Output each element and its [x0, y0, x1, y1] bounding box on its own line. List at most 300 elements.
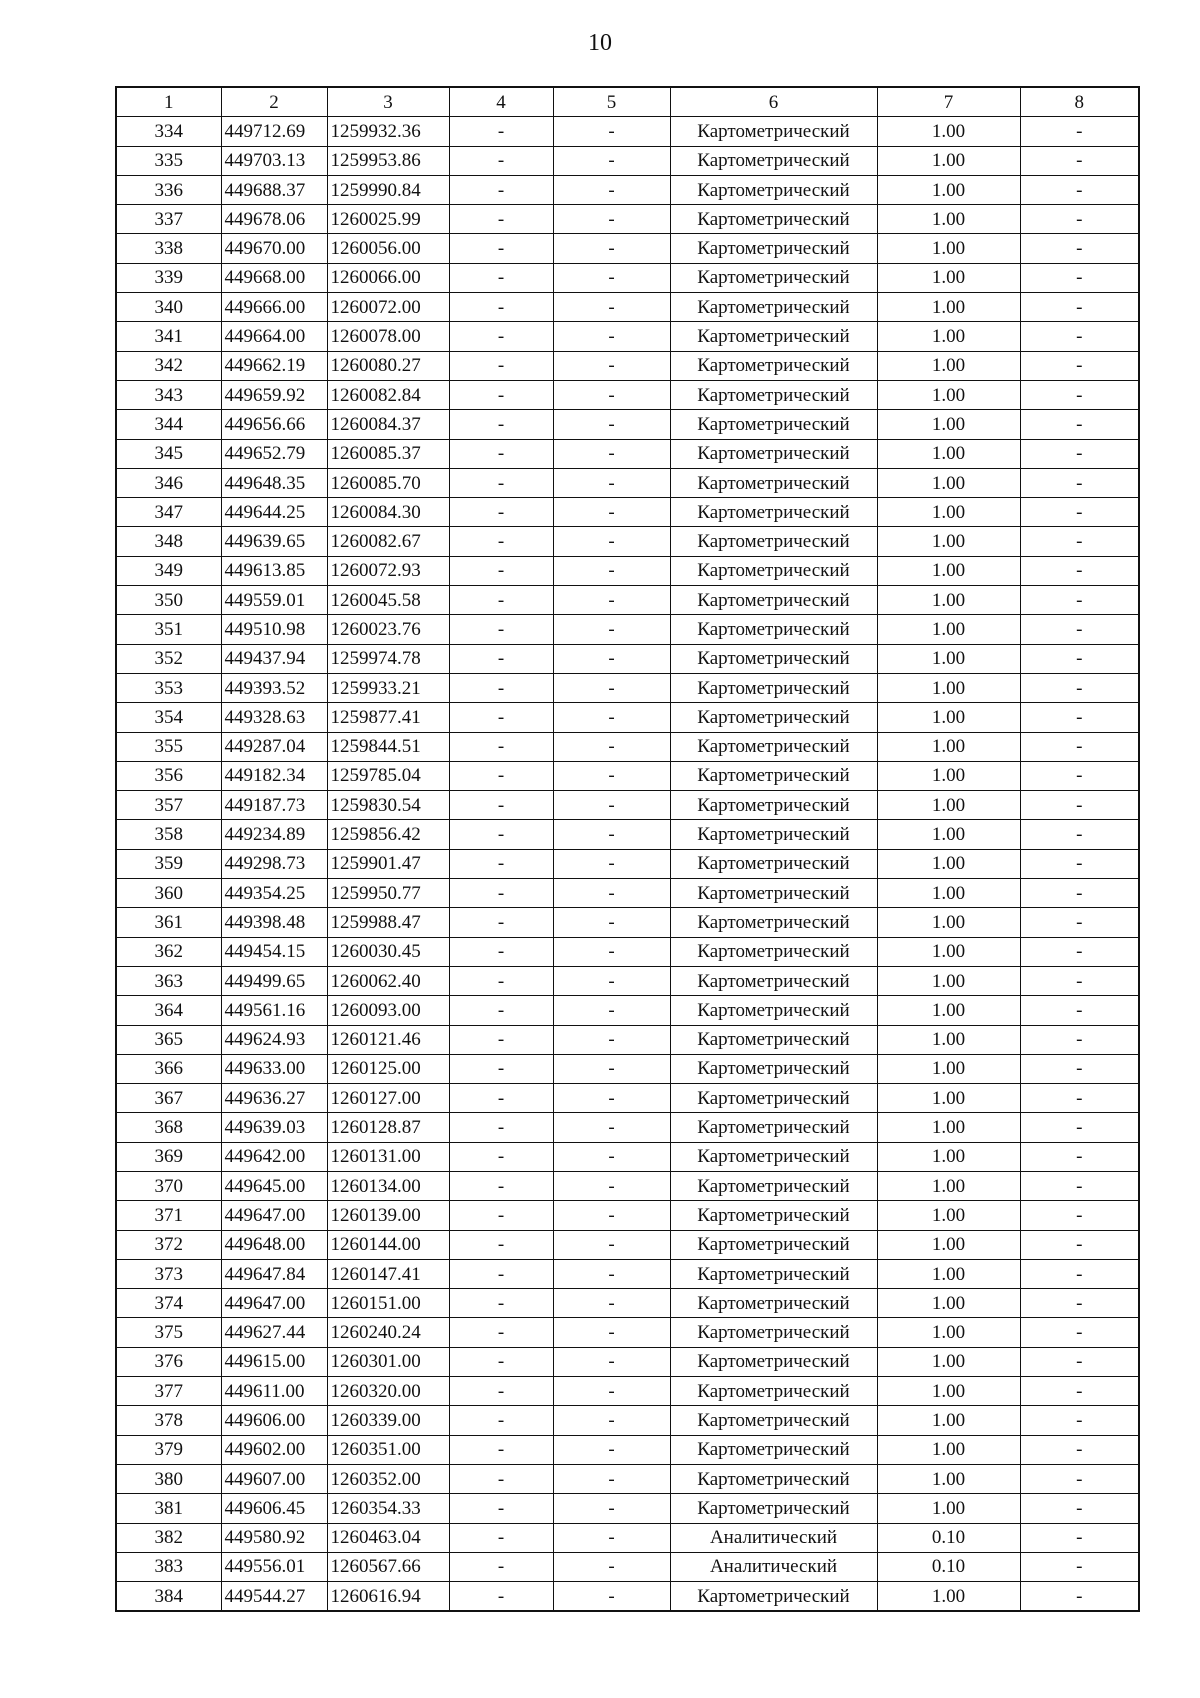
method-cell: Картометрический: [670, 849, 877, 878]
y-coordinate-cell: 1260616.94: [327, 1582, 449, 1612]
y-coordinate-cell: 1260080.27: [327, 351, 449, 380]
column-5-cell: -: [553, 1552, 670, 1581]
column-8-cell: -: [1020, 761, 1139, 790]
table-row: [116, 175, 1139, 204]
x-coordinate-cell: 449688.37: [221, 175, 327, 204]
table-row: [116, 1464, 1139, 1493]
accuracy-cell: 1.00: [877, 117, 1020, 146]
column-5-cell: -: [553, 1259, 670, 1288]
y-coordinate-cell: 1260240.24: [327, 1318, 449, 1347]
y-coordinate-cell: 1260301.00: [327, 1347, 449, 1376]
point-number-cell: 343: [116, 380, 221, 409]
column-4-cell: -: [449, 966, 553, 995]
x-coordinate-cell: 449607.00: [221, 1464, 327, 1493]
method-cell: Картометрический: [670, 175, 877, 204]
point-number-cell: 369: [116, 1142, 221, 1171]
column-8-cell: -: [1020, 1113, 1139, 1142]
x-coordinate-cell: 449287.04: [221, 732, 327, 761]
point-number-cell: 368: [116, 1113, 221, 1142]
table-row: [116, 761, 1139, 790]
column-4-cell: -: [449, 1054, 553, 1083]
accuracy-cell: 1.00: [877, 322, 1020, 351]
x-coordinate-cell: 449659.92: [221, 380, 327, 409]
table-row: [116, 293, 1139, 322]
column-5-cell: -: [553, 146, 670, 175]
column-5-cell: -: [553, 556, 670, 585]
column-4-cell: -: [449, 439, 553, 468]
method-cell: Картометрический: [670, 761, 877, 790]
column-5-cell: -: [553, 234, 670, 263]
accuracy-cell: 1.00: [877, 586, 1020, 615]
point-number-cell: 363: [116, 966, 221, 995]
column-8-cell: -: [1020, 673, 1139, 702]
column-5-cell: -: [553, 527, 670, 556]
y-coordinate-cell: 1260354.33: [327, 1494, 449, 1523]
accuracy-cell: 1.00: [877, 1201, 1020, 1230]
column-4-cell: -: [449, 234, 553, 263]
x-coordinate-cell: 449454.15: [221, 937, 327, 966]
table-row: [116, 1201, 1139, 1230]
method-cell: Картометрический: [670, 1464, 877, 1493]
y-coordinate-cell: 1259901.47: [327, 849, 449, 878]
y-coordinate-cell: 1259785.04: [327, 761, 449, 790]
y-coordinate-cell: 1260134.00: [327, 1171, 449, 1200]
y-coordinate-cell: 1260463.04: [327, 1523, 449, 1552]
column-8-cell: -: [1020, 1259, 1139, 1288]
accuracy-cell: 1.00: [877, 1435, 1020, 1464]
table-row: [116, 703, 1139, 732]
column-5-cell: -: [553, 1289, 670, 1318]
column-4-cell: -: [449, 1494, 553, 1523]
column-5-cell: -: [553, 996, 670, 1025]
y-coordinate-cell: 1260045.58: [327, 586, 449, 615]
column-5-cell: -: [553, 615, 670, 644]
column-5-cell: -: [553, 966, 670, 995]
table-row: [116, 849, 1139, 878]
x-coordinate-cell: 449624.93: [221, 1025, 327, 1054]
column-8-cell: -: [1020, 322, 1139, 351]
point-number-cell: 376: [116, 1347, 221, 1376]
column-5-cell: -: [553, 1113, 670, 1142]
point-number-cell: 379: [116, 1435, 221, 1464]
x-coordinate-cell: 449393.52: [221, 673, 327, 702]
y-coordinate-cell: 1260320.00: [327, 1377, 449, 1406]
x-coordinate-cell: 449703.13: [221, 146, 327, 175]
x-coordinate-cell: 449647.00: [221, 1201, 327, 1230]
column-4-cell: -: [449, 146, 553, 175]
column-8-cell: -: [1020, 1142, 1139, 1171]
accuracy-cell: 1.00: [877, 1084, 1020, 1113]
x-coordinate-cell: 449645.00: [221, 1171, 327, 1200]
column-header: 5: [553, 87, 670, 117]
column-8-cell: -: [1020, 117, 1139, 146]
x-coordinate-cell: 449611.00: [221, 1377, 327, 1406]
column-4-cell: -: [449, 1230, 553, 1259]
column-5-cell: -: [553, 820, 670, 849]
column-8-cell: -: [1020, 1289, 1139, 1318]
column-4-cell: -: [449, 468, 553, 497]
method-cell: Картометрический: [670, 293, 877, 322]
x-coordinate-cell: 449580.92: [221, 1523, 327, 1552]
method-cell: Картометрический: [670, 937, 877, 966]
column-5-cell: -: [553, 175, 670, 204]
column-8-cell: -: [1020, 1201, 1139, 1230]
table-row: [116, 1582, 1139, 1612]
table-header: [116, 87, 1139, 117]
column-8-cell: -: [1020, 1084, 1139, 1113]
table-row: [116, 1230, 1139, 1259]
column-8-cell: -: [1020, 175, 1139, 204]
y-coordinate-cell: 1260072.00: [327, 293, 449, 322]
column-header: 8: [1020, 87, 1139, 117]
y-coordinate-cell: 1260128.87: [327, 1113, 449, 1142]
column-4-cell: -: [449, 351, 553, 380]
table-row: [116, 1406, 1139, 1435]
method-cell: Картометрический: [670, 498, 877, 527]
point-number-cell: 338: [116, 234, 221, 263]
x-coordinate-cell: 449510.98: [221, 615, 327, 644]
table-row: [116, 644, 1139, 673]
column-4-cell: -: [449, 879, 553, 908]
x-coordinate-cell: 449561.16: [221, 996, 327, 1025]
y-coordinate-cell: 1260121.46: [327, 1025, 449, 1054]
column-5-cell: -: [553, 380, 670, 409]
column-5-cell: -: [553, 205, 670, 234]
accuracy-cell: 1.00: [877, 1230, 1020, 1259]
column-8-cell: -: [1020, 996, 1139, 1025]
column-4-cell: -: [449, 498, 553, 527]
table-row: [116, 146, 1139, 175]
y-coordinate-cell: 1260078.00: [327, 322, 449, 351]
accuracy-cell: 1.00: [877, 146, 1020, 175]
x-coordinate-cell: 449648.35: [221, 468, 327, 497]
column-8-cell: -: [1020, 1582, 1139, 1612]
method-cell: Картометрический: [670, 1377, 877, 1406]
y-coordinate-cell: 1260131.00: [327, 1142, 449, 1171]
column-8-cell: -: [1020, 439, 1139, 468]
method-cell: Картометрический: [670, 586, 877, 615]
table-row: [116, 468, 1139, 497]
x-coordinate-cell: 449544.27: [221, 1582, 327, 1612]
column-4-cell: -: [449, 322, 553, 351]
accuracy-cell: 1.00: [877, 380, 1020, 409]
accuracy-cell: 1.00: [877, 849, 1020, 878]
table-row: [116, 937, 1139, 966]
y-coordinate-cell: 1259877.41: [327, 703, 449, 732]
point-number-cell: 337: [116, 205, 221, 234]
table-row: [116, 732, 1139, 761]
method-cell: Картометрический: [670, 820, 877, 849]
table-row: [116, 263, 1139, 292]
y-coordinate-cell: 1260072.93: [327, 556, 449, 585]
table-row: [116, 908, 1139, 937]
column-8-cell: -: [1020, 644, 1139, 673]
column-5-cell: -: [553, 117, 670, 146]
table-row: [116, 1552, 1139, 1581]
column-8-cell: -: [1020, 498, 1139, 527]
y-coordinate-cell: 1260084.37: [327, 410, 449, 439]
method-cell: Картометрический: [670, 1347, 877, 1376]
column-5-cell: -: [553, 1435, 670, 1464]
method-cell: Картометрический: [670, 1259, 877, 1288]
column-8-cell: -: [1020, 1464, 1139, 1493]
accuracy-cell: 1.00: [877, 234, 1020, 263]
table-row: [116, 1494, 1139, 1523]
method-cell: Картометрический: [670, 1318, 877, 1347]
column-header: 1: [116, 87, 221, 117]
x-coordinate-cell: 449606.45: [221, 1494, 327, 1523]
y-coordinate-cell: 1260025.99: [327, 205, 449, 234]
table-row: [116, 820, 1139, 849]
x-coordinate-cell: 449636.27: [221, 1084, 327, 1113]
x-coordinate-cell: 449644.25: [221, 498, 327, 527]
table-row: [116, 1435, 1139, 1464]
column-8-cell: -: [1020, 468, 1139, 497]
coordinates-table: [115, 86, 1140, 1612]
point-number-cell: 383: [116, 1552, 221, 1581]
point-number-cell: 384: [116, 1582, 221, 1612]
accuracy-cell: 1.00: [877, 1347, 1020, 1376]
accuracy-cell: 1.00: [877, 1025, 1020, 1054]
column-5-cell: -: [553, 498, 670, 527]
point-number-cell: 346: [116, 468, 221, 497]
column-4-cell: -: [449, 732, 553, 761]
point-number-cell: 357: [116, 791, 221, 820]
table-row: [116, 1054, 1139, 1083]
x-coordinate-cell: 449642.00: [221, 1142, 327, 1171]
column-5-cell: -: [553, 644, 670, 673]
column-8-cell: -: [1020, 820, 1139, 849]
column-5-cell: -: [553, 1377, 670, 1406]
column-header: 3: [327, 87, 449, 117]
method-cell: Картометрический: [670, 703, 877, 732]
column-4-cell: -: [449, 380, 553, 409]
column-5-cell: -: [553, 1025, 670, 1054]
column-4-cell: -: [449, 703, 553, 732]
accuracy-cell: 0.10: [877, 1523, 1020, 1552]
y-coordinate-cell: 1260139.00: [327, 1201, 449, 1230]
y-coordinate-cell: 1260023.76: [327, 615, 449, 644]
point-number-cell: 359: [116, 849, 221, 878]
table-row: [116, 1142, 1139, 1171]
x-coordinate-cell: 449398.48: [221, 908, 327, 937]
column-8-cell: -: [1020, 1435, 1139, 1464]
point-number-cell: 374: [116, 1289, 221, 1318]
column-4-cell: -: [449, 1347, 553, 1376]
accuracy-cell: 1.00: [877, 908, 1020, 937]
point-number-cell: 348: [116, 527, 221, 556]
method-cell: Картометрический: [670, 1230, 877, 1259]
method-cell: Картометрический: [670, 1113, 877, 1142]
method-cell: Картометрический: [670, 1435, 877, 1464]
x-coordinate-cell: 449639.03: [221, 1113, 327, 1142]
accuracy-cell: 1.00: [877, 1259, 1020, 1288]
column-8-cell: -: [1020, 1054, 1139, 1083]
x-coordinate-cell: 449615.00: [221, 1347, 327, 1376]
column-8-cell: -: [1020, 146, 1139, 175]
accuracy-cell: 1.00: [877, 1406, 1020, 1435]
y-coordinate-cell: 1260056.00: [327, 234, 449, 263]
column-5-cell: -: [553, 908, 670, 937]
method-cell: Картометрический: [670, 1142, 877, 1171]
table-row: [116, 117, 1139, 146]
column-4-cell: -: [449, 1406, 553, 1435]
column-header: 4: [449, 87, 553, 117]
method-cell: Картометрический: [670, 263, 877, 292]
point-number-cell: 351: [116, 615, 221, 644]
column-4-cell: -: [449, 586, 553, 615]
method-cell: Картометрический: [670, 117, 877, 146]
table-row: [116, 966, 1139, 995]
point-number-cell: 365: [116, 1025, 221, 1054]
column-5-cell: -: [553, 468, 670, 497]
column-8-cell: -: [1020, 263, 1139, 292]
y-coordinate-cell: 1260066.00: [327, 263, 449, 292]
column-5-cell: -: [553, 351, 670, 380]
table-row: [116, 1318, 1139, 1347]
accuracy-cell: 1.00: [877, 1377, 1020, 1406]
table-row: [116, 586, 1139, 615]
method-cell: Картометрический: [670, 556, 877, 585]
column-4-cell: -: [449, 1582, 553, 1612]
column-8-cell: -: [1020, 1347, 1139, 1376]
method-cell: Картометрический: [670, 1025, 877, 1054]
point-number-cell: 382: [116, 1523, 221, 1552]
column-5-cell: -: [553, 1347, 670, 1376]
method-cell: Картометрический: [670, 234, 877, 263]
method-cell: Картометрический: [670, 673, 877, 702]
column-8-cell: -: [1020, 1523, 1139, 1552]
x-coordinate-cell: 449556.01: [221, 1552, 327, 1581]
column-8-cell: -: [1020, 1171, 1139, 1200]
method-cell: Картометрический: [670, 1054, 877, 1083]
x-coordinate-cell: 449559.01: [221, 586, 327, 615]
accuracy-cell: 1.00: [877, 703, 1020, 732]
y-coordinate-cell: 1259932.36: [327, 117, 449, 146]
point-number-cell: 353: [116, 673, 221, 702]
column-8-cell: -: [1020, 1230, 1139, 1259]
column-4-cell: -: [449, 263, 553, 292]
method-cell: Картометрический: [670, 205, 877, 234]
column-header: 2: [221, 87, 327, 117]
table-row: [116, 380, 1139, 409]
y-coordinate-cell: 1260093.00: [327, 996, 449, 1025]
y-coordinate-cell: 1260082.84: [327, 380, 449, 409]
accuracy-cell: 1.00: [877, 351, 1020, 380]
column-8-cell: -: [1020, 791, 1139, 820]
column-4-cell: -: [449, 1025, 553, 1054]
y-coordinate-cell: 1260144.00: [327, 1230, 449, 1259]
point-number-cell: 380: [116, 1464, 221, 1493]
point-number-cell: 366: [116, 1054, 221, 1083]
y-coordinate-cell: 1260085.70: [327, 468, 449, 497]
point-number-cell: 340: [116, 293, 221, 322]
column-5-cell: -: [553, 879, 670, 908]
column-4-cell: -: [449, 527, 553, 556]
point-number-cell: 381: [116, 1494, 221, 1523]
method-cell: Картометрический: [670, 527, 877, 556]
accuracy-cell: 1.00: [877, 937, 1020, 966]
point-number-cell: 335: [116, 146, 221, 175]
column-8-cell: -: [1020, 732, 1139, 761]
column-8-cell: -: [1020, 1494, 1139, 1523]
table-row: [116, 556, 1139, 585]
table-row: [116, 791, 1139, 820]
y-coordinate-cell: 1260339.00: [327, 1406, 449, 1435]
column-4-cell: -: [449, 761, 553, 790]
table-row: [116, 996, 1139, 1025]
column-5-cell: -: [553, 791, 670, 820]
x-coordinate-cell: 449437.94: [221, 644, 327, 673]
column-8-cell: -: [1020, 586, 1139, 615]
x-coordinate-cell: 449662.19: [221, 351, 327, 380]
x-coordinate-cell: 449182.34: [221, 761, 327, 790]
point-number-cell: 352: [116, 644, 221, 673]
column-5-cell: -: [553, 1054, 670, 1083]
column-8-cell: -: [1020, 351, 1139, 380]
accuracy-cell: 1.00: [877, 527, 1020, 556]
accuracy-cell: 1.00: [877, 673, 1020, 702]
point-number-cell: 362: [116, 937, 221, 966]
column-5-cell: -: [553, 410, 670, 439]
column-4-cell: -: [449, 1084, 553, 1113]
accuracy-cell: 1.00: [877, 468, 1020, 497]
accuracy-cell: 1.00: [877, 498, 1020, 527]
table-row: [116, 322, 1139, 351]
point-number-cell: 371: [116, 1201, 221, 1230]
y-coordinate-cell: 1259990.84: [327, 175, 449, 204]
x-coordinate-cell: 449668.00: [221, 263, 327, 292]
y-coordinate-cell: 1259856.42: [327, 820, 449, 849]
y-coordinate-cell: 1260352.00: [327, 1464, 449, 1493]
method-cell: Картометрический: [670, 146, 877, 175]
column-5-cell: -: [553, 293, 670, 322]
point-number-cell: 373: [116, 1259, 221, 1288]
column-5-cell: -: [553, 322, 670, 351]
point-number-cell: 350: [116, 586, 221, 615]
x-coordinate-cell: 449652.79: [221, 439, 327, 468]
y-coordinate-cell: 1259974.78: [327, 644, 449, 673]
method-cell: Картометрический: [670, 380, 877, 409]
column-5-cell: -: [553, 1494, 670, 1523]
accuracy-cell: 1.00: [877, 1113, 1020, 1142]
point-number-cell: 334: [116, 117, 221, 146]
point-number-cell: 372: [116, 1230, 221, 1259]
table-row: [116, 1025, 1139, 1054]
point-number-cell: 364: [116, 996, 221, 1025]
y-coordinate-cell: 1260030.45: [327, 937, 449, 966]
method-cell: Картометрический: [670, 1171, 877, 1200]
table-row: [116, 1259, 1139, 1288]
y-coordinate-cell: 1260062.40: [327, 966, 449, 995]
column-8-cell: -: [1020, 293, 1139, 322]
column-4-cell: -: [449, 615, 553, 644]
column-4-cell: -: [449, 1523, 553, 1552]
column-4-cell: -: [449, 644, 553, 673]
y-coordinate-cell: 1260567.66: [327, 1552, 449, 1581]
x-coordinate-cell: 449328.63: [221, 703, 327, 732]
x-coordinate-cell: 449666.00: [221, 293, 327, 322]
point-number-cell: 378: [116, 1406, 221, 1435]
x-coordinate-cell: 449670.00: [221, 234, 327, 263]
table-row: [116, 1377, 1139, 1406]
column-4-cell: -: [449, 820, 553, 849]
column-5-cell: -: [553, 673, 670, 702]
x-coordinate-cell: 449627.44: [221, 1318, 327, 1347]
method-cell: Картометрический: [670, 468, 877, 497]
column-4-cell: -: [449, 673, 553, 702]
point-number-cell: 345: [116, 439, 221, 468]
